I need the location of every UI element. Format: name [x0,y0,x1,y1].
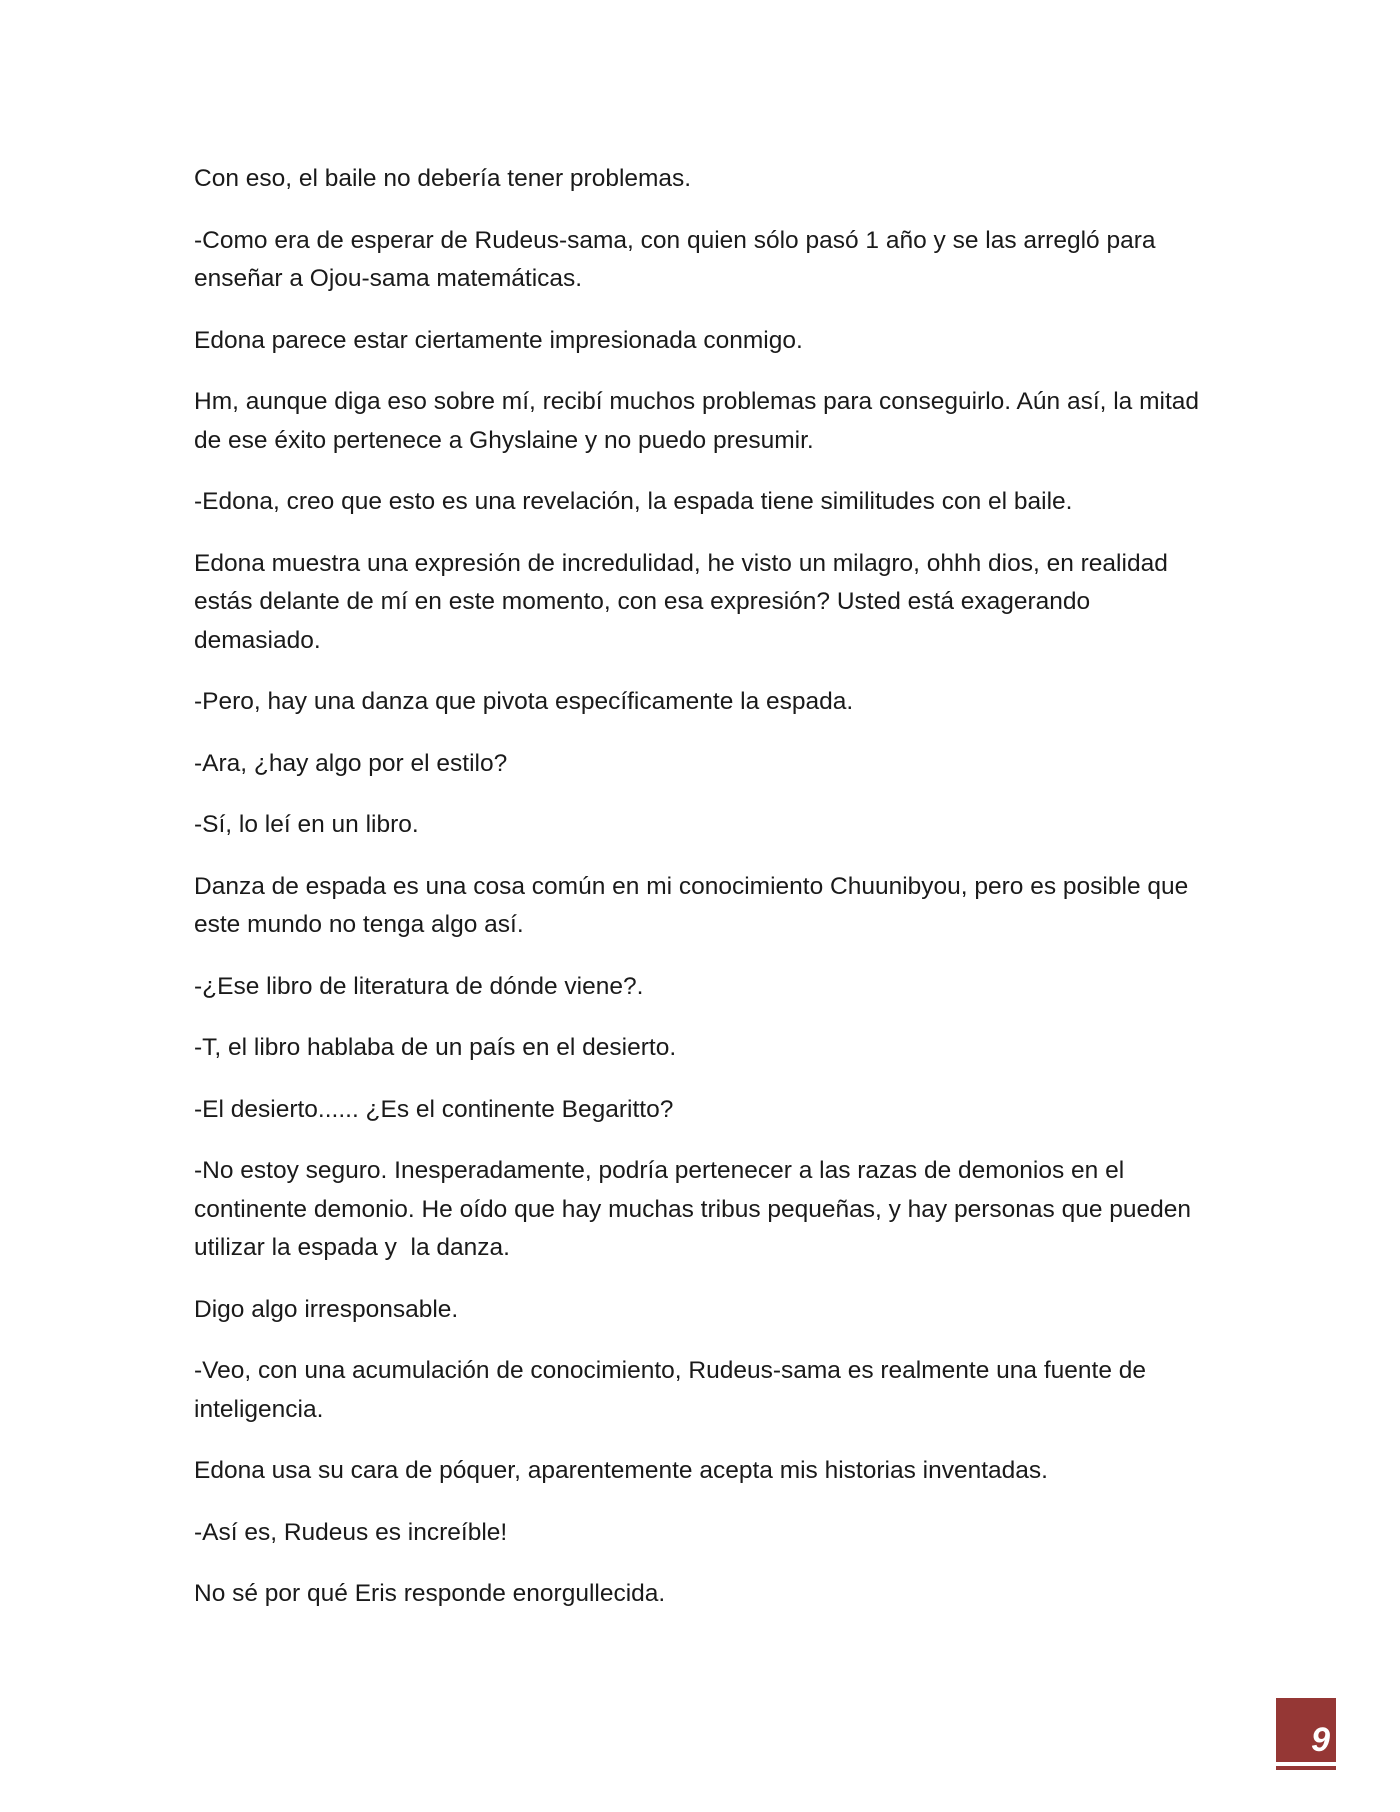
paragraph: Digo algo irresponsable. [194,1295,459,1323]
body-text [194,160,1204,1637]
page-number-badge [1276,1698,1336,1762]
paragraph: -¿Ese libro de literatura de dónde viene?. [194,972,644,1000]
paragraph: -Veo, con una acumulación de conocimiento, Rudeus-sama es realmente una fuente de inteligencia. [194,1357,1153,1423]
paragraph: -Como era de esperar de Rudeus-sama, con quien sólo pasó 1 año y se las arregló para enseñar a Ojou-sama matemáticas. [194,226,1163,292]
page-number: 9 [1311,1721,1330,1759]
paragraph: Danza de espada es una cosa común en mi conocimiento Chuunibyou, pero es posible que este mundo no tenga algo así. [194,872,1196,938]
paragraph: -Pero, hay una danza que pivota específicamente la espada. [194,688,854,715]
paragraph: -El desierto...... ¿Es el continente Begaritto? [194,1095,674,1123]
paragraph: -Edona, creo que esto es una revelación, la espada tiene similitudes con el baile. [194,488,1073,515]
paragraph: Edona muestra una expresión de incredulidad, he visto un milagro, ohhh dios, en realidad estás delante de mí en este momento, con esa expresión? Usted está exagerando demasiado. [194,549,1175,654]
paragraph: Con eso, el baile no debería tener problemas. [194,165,692,192]
page-number-underline [1276,1766,1336,1770]
paragraph: Hm, aunque diga eso sobre mí, recibí muchos problemas para conseguirlo. Aún así, la mitad de ese éxito pertenece a Ghyslaine y no puedo presumir. [194,388,1206,454]
paragraph: Edona usa su cara de póquer, aparentemente acepta mis historias inventadas. [194,1457,1048,1484]
paragraph: -No estoy seguro. Inesperadamente, podría pertenecer a las razas de demonios en el continente demonio. He oído que hay muchas tribus pequeñas, y hay personas que pueden utilizar la espada y la danza. [194,1157,1198,1261]
paragraph: Edona parece estar ciertamente impresionada conmigo. [194,326,803,354]
paragraph: -T, el libro hablaba de un país en el desierto. [194,1034,677,1061]
paragraph: -Sí, lo leí en un libro. [194,811,419,838]
paragraph: -Ara, ¿hay algo por el estilo? [194,749,508,777]
paragraph: -Así es, Rudeus es increíble! [194,1518,508,1546]
paragraph: No sé por qué Eris responde enorgullecida. [194,1580,666,1607]
